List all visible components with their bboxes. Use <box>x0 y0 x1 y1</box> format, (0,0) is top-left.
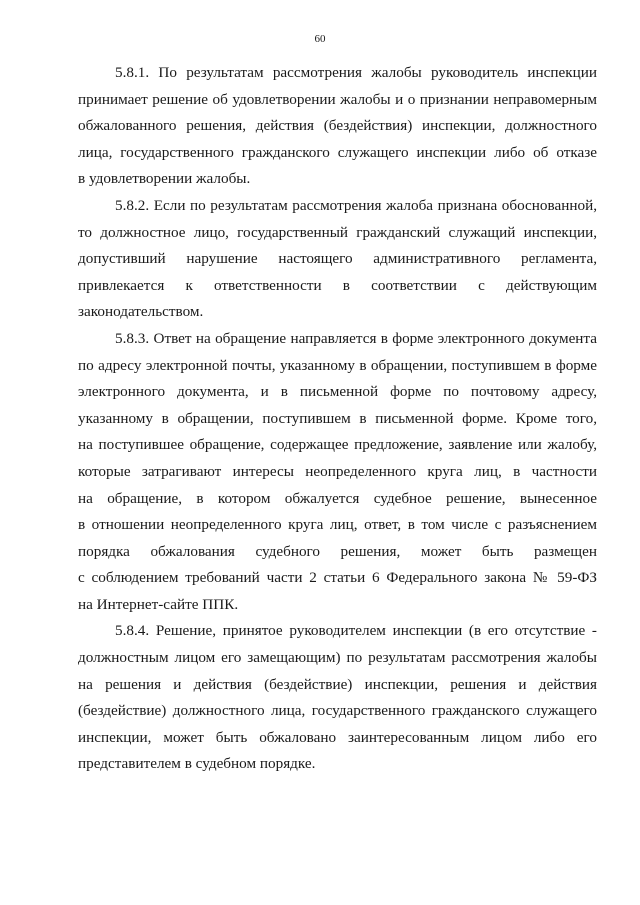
text-line: лица, государственного гражданского служащего инспекции либо об отказе <box>78 143 597 161</box>
text-line: обжалованного решения, действия (бездействия) инспекции, должностного <box>78 117 597 135</box>
text-line: порядка обжалования судебного решения, может быть размещен <box>78 542 597 560</box>
text-line: которые затрагивают интересы неопределенного круга лиц, в частности <box>78 462 597 480</box>
text-line: указанному в обращении, поступившем в письменной форме. Кроме того, <box>78 409 597 427</box>
paragraph-5-8-2 <box>78 193 597 326</box>
text-line: в отношении неопределенного круга лиц, ответ, в том числе с разъяснением <box>78 516 597 534</box>
text-line: принимает решение об удовлетворении жалобы и о признании неправомерным <box>78 90 597 108</box>
text-line: 5.8.2. Если по результатам рассмотрения жалоба признана обоснованной, <box>115 196 597 214</box>
text-line: на решения и действия (бездействие) инспекции, решения и действия <box>78 675 597 693</box>
text-line: 5.8.3. Ответ на обращение направляется в форме электронного документа <box>115 329 597 347</box>
text-line: инспекции, может быть обжаловано заинтересованным лицом либо его <box>78 728 597 746</box>
text-line: представителем в судебном порядке. <box>78 755 316 773</box>
text-line: 5.8.4. Решение, принятое руководителем инспекции (в его отсутствие - <box>115 622 597 640</box>
text-line: на обращение, в котором обжалуется судебное решение, вынесенное <box>78 489 597 507</box>
paragraph-5-8-4 <box>78 618 597 778</box>
text-line: в удовлетворении жалобы. <box>78 170 251 188</box>
text-line: (бездействие) должностного лица, государственного гражданского служащего <box>78 702 597 720</box>
page-number: 60 <box>314 33 326 45</box>
text-line: привлекается к ответственности в соответствии с действующим <box>78 276 597 294</box>
paragraph-5-8-3 <box>78 326 597 619</box>
text-line: то должностное лицо, государственный гражданский служащий инспекции, <box>78 223 597 241</box>
text-line: на Интернет-сайте ППК. <box>78 595 239 613</box>
text-line: 5.8.1. По результатам рассмотрения жалобы руководитель инспекции <box>115 64 597 81</box>
text-line: на поступившее обращение, содержащее предложение, заявление или жалобу, <box>78 436 597 454</box>
text-line: по адресу электронной почты, указанному в обращении, поступившем в форме <box>78 356 597 374</box>
text-line: электронного документа, и в письменной форме по почтовому адресу, <box>78 383 597 401</box>
text-line: допустивший нарушение настоящего административного регламента, <box>78 250 597 268</box>
document-body <box>78 60 597 778</box>
text-line: должностным лицом его замещающим) по результатам рассмотрения жалобы <box>78 649 597 667</box>
text-line: с соблюдением требований части 2 статьи 6 Федерального закона № 59-ФЗ <box>78 569 597 587</box>
text-line: законодательством. <box>78 303 204 321</box>
paragraph-5-8-1 <box>78 60 597 193</box>
